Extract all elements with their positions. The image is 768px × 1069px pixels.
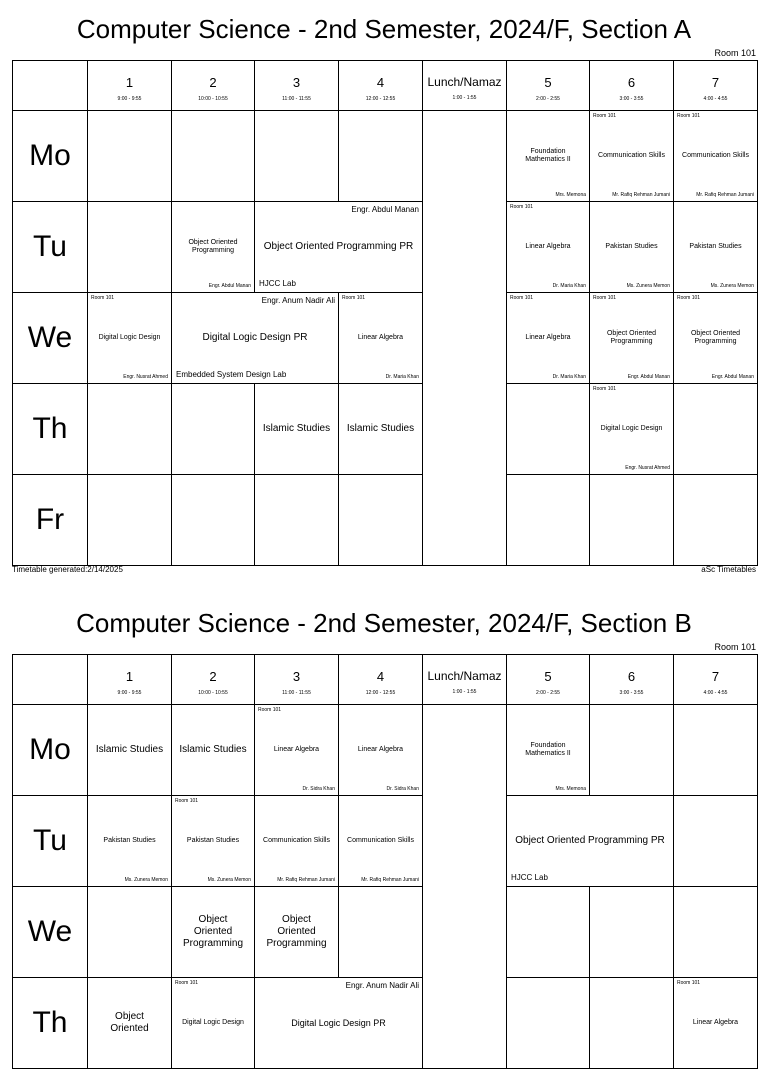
teacher-label: Dr. Sidra Khan: [302, 786, 335, 792]
empty-slot: [674, 384, 758, 475]
empty-slot: [88, 475, 172, 566]
room-label: Room 101: [342, 295, 366, 301]
class-slot: [339, 384, 423, 475]
period-header: 4 12:00 - 12:55: [339, 61, 423, 111]
lunch-column: [423, 705, 507, 1069]
room-label: Room 101: [258, 707, 282, 713]
subject-label: Islamic Studies: [262, 423, 331, 434]
subject-label: Linear Algebra: [357, 334, 404, 341]
class-slot: [88, 978, 172, 1069]
empty-slot: [674, 705, 758, 796]
room-label: Room 101: [677, 295, 701, 301]
empty-slot: [88, 111, 172, 202]
subject-label: Linear Algebra: [525, 243, 571, 250]
class-slot: [172, 202, 255, 293]
subject-label: Communication Skills: [598, 152, 665, 159]
subject-label: Digital Logic Design: [182, 1019, 244, 1026]
teacher-label: Engr. Nusrat Ahmed: [625, 465, 670, 471]
subject-label: Pakistan Studies: [186, 837, 240, 844]
period-header: 3 11:00 - 11:55: [255, 655, 339, 705]
lab-slot: [172, 293, 339, 384]
day-row-thursday: [13, 978, 758, 1069]
subject-label: Object Oriented Programming: [188, 239, 238, 254]
day-label: Th: [13, 978, 88, 1069]
empty-slot: [339, 111, 423, 202]
class-slot: [590, 202, 674, 293]
header-row: [13, 655, 758, 705]
empty-slot: [172, 111, 255, 202]
subject-label: Pakistan Studies: [689, 243, 742, 250]
teacher-label: Mrs. Memona: [555, 192, 586, 198]
lab-slot: [255, 202, 423, 293]
section-a-title: Computer Science - 2nd Semester, 2024/F, Section A: [76, 14, 692, 44]
day-label: Tu: [13, 202, 88, 293]
class-slot: [255, 887, 339, 978]
period-header: 1 9:00 - 9:55: [88, 655, 172, 705]
corner-cell: [13, 61, 88, 111]
class-slot: [590, 293, 674, 384]
day-row-monday: [13, 705, 758, 796]
empty-slot: [172, 384, 255, 475]
day-row-thursday: [13, 384, 758, 475]
teacher-label: Engr. Abdul Manan: [208, 283, 251, 289]
day-row-tuesday: [13, 796, 758, 887]
subject-label: Communication Skills: [263, 837, 330, 844]
teacher-label: Dr. Maria Khan: [552, 283, 586, 289]
teacher-label: Dr. Maria Khan: [552, 374, 586, 380]
lab-label: HJCC Lab: [511, 873, 548, 882]
subject-label: Islamic Studies: [95, 744, 164, 755]
period-header: 6 3:00 - 3:55: [590, 61, 674, 111]
brand-footer: aSc Timetables: [701, 565, 756, 574]
empty-slot: [674, 796, 758, 887]
teacher-label: Ms. Zunera Memon: [124, 877, 168, 883]
header-row: [13, 61, 758, 111]
room-label: Room 101: [593, 113, 617, 119]
empty-slot: [507, 384, 590, 475]
section-b-room-label: Room 101: [714, 642, 756, 652]
subject-label: Digital Logic Design PR: [202, 332, 308, 343]
class-slot: [339, 293, 423, 384]
subject-label: Islamic Studies: [346, 423, 415, 434]
period-header: 6 3:00 - 3:55: [590, 655, 674, 705]
subject-label: Foundation Mathematics II: [525, 742, 571, 757]
class-slot: [172, 705, 255, 796]
empty-slot: [507, 978, 590, 1069]
day-label: Mo: [13, 705, 88, 796]
teacher-label: Mrs. Memona: [555, 786, 586, 792]
class-slot: [255, 384, 339, 475]
room-label: Room 101: [593, 295, 617, 301]
class-slot: [507, 705, 590, 796]
empty-slot: [255, 475, 339, 566]
class-slot: [674, 202, 758, 293]
subject-label: Linear Algebra: [357, 746, 404, 753]
class-slot: [172, 796, 255, 887]
class-slot: [255, 705, 339, 796]
class-slot: [590, 384, 674, 475]
teacher-label: Engr. Anum Nadir Ali: [261, 296, 335, 305]
teacher-label: Mr. Rafiq Rehman Jumani: [277, 877, 335, 883]
teacher-label: Mr. Rafiq Rehman Jumani: [361, 877, 419, 883]
empty-slot: [339, 887, 423, 978]
class-slot: [590, 111, 674, 202]
period-header: 2 10:00 - 10:55: [172, 61, 255, 111]
empty-slot: [507, 475, 590, 566]
subject-label: Foundation Mathematics II: [525, 148, 571, 163]
subject-label: Pakistan Studies: [605, 243, 658, 250]
empty-slot: [88, 202, 172, 293]
subject-label: Islamic Studies: [179, 744, 247, 755]
day-row-wednesday: [13, 887, 758, 978]
period-header: 3 11:00 - 11:55: [255, 61, 339, 111]
section-b-timetable: [12, 654, 758, 1069]
empty-slot: [88, 384, 172, 475]
class-slot: [88, 293, 172, 384]
subject-label: Object Oriented: [110, 1011, 149, 1034]
subject-label: Object Oriented Programming: [266, 914, 327, 949]
teacher-label: Mr. Rafiq Rehman Jumani: [696, 192, 754, 198]
empty-slot: [88, 887, 172, 978]
room-label: Room 101: [510, 295, 534, 301]
day-label: Th: [13, 384, 88, 475]
day-row-tuesday: [13, 202, 758, 293]
lab-label: HJCC Lab: [259, 279, 296, 288]
day-row-wednesday: [13, 293, 758, 384]
day-label: Tu: [13, 796, 88, 887]
section-b-title: Computer Science - 2nd Semester, 2024/F, Section B: [76, 608, 692, 638]
lunch-column: [423, 111, 507, 566]
class-slot: [507, 202, 590, 293]
subject-label: Communication Skills: [347, 837, 414, 844]
subject-label: Object Oriented Programming: [690, 330, 741, 345]
empty-slot: [590, 887, 674, 978]
teacher-label: Ms. Zunera Memon: [207, 877, 251, 883]
teacher-label: Ms. Zunera Memon: [626, 283, 670, 289]
class-slot: [339, 796, 423, 887]
class-slot: [674, 978, 758, 1069]
period-header: 1 9:00 - 9:55: [88, 61, 172, 111]
corner-cell: [13, 655, 88, 705]
day-row-friday: [13, 475, 758, 566]
empty-slot: [255, 111, 339, 202]
section-a-room-label: Room 101: [714, 48, 756, 58]
class-slot: [172, 978, 255, 1069]
day-label: We: [13, 293, 88, 384]
subject-label: Digital Logic Design: [600, 425, 663, 432]
class-slot: [674, 111, 758, 202]
day-row-monday: [13, 111, 758, 202]
generated-footer: Timetable generated:2/14/2025: [12, 565, 123, 574]
subject-label: Pakistan Studies: [103, 837, 156, 844]
class-slot: [507, 293, 590, 384]
period-header: 5 2:00 - 2:55: [507, 655, 590, 705]
subject-label: Digital Logic Design: [98, 334, 161, 341]
teacher-label: Engr. Abdul Manan: [711, 374, 754, 380]
subject-label: Object Oriented Programming PR: [515, 835, 665, 846]
teacher-label: Dr. Maria Khan: [385, 374, 419, 380]
empty-slot: [590, 705, 674, 796]
subject-label: Communication Skills: [682, 152, 749, 159]
empty-slot: [590, 475, 674, 566]
class-slot: [339, 705, 423, 796]
empty-slot: [172, 475, 255, 566]
empty-slot: [507, 887, 590, 978]
empty-slot: [674, 475, 758, 566]
room-label: Room 101: [677, 113, 701, 119]
lunch-header: Lunch/Namaz 1:00 - 1:55: [423, 655, 507, 705]
lab-label: Embedded System Design Lab: [176, 370, 287, 379]
teacher-label: Dr. Sidra Khan: [386, 786, 419, 792]
class-slot: [255, 796, 339, 887]
teacher-label: Engr. Abdul Manan: [351, 205, 419, 214]
teacher-label: Mr. Rafiq Rehman Jumani: [612, 192, 670, 198]
lunch-header: Lunch/Namaz 1:00 - 1:55: [423, 61, 507, 111]
class-slot: [172, 887, 255, 978]
period-header: 7 4:00 - 4:55: [674, 61, 758, 111]
period-header: 2 10:00 - 10:55: [172, 655, 255, 705]
subject-label: Object Oriented Programming PR: [263, 241, 414, 252]
room-label: Room 101: [175, 798, 199, 804]
room-label: Room 101: [510, 204, 534, 210]
room-label: Room 101: [175, 980, 199, 986]
day-label: Fr: [13, 475, 88, 566]
day-label: Mo: [13, 111, 88, 202]
period-header: 5 2:00 - 2:55: [507, 61, 590, 111]
class-slot: [88, 705, 172, 796]
subject-label: Object Oriented Programming: [606, 330, 657, 345]
day-label: We: [13, 887, 88, 978]
subject-label: Linear Algebra: [692, 1019, 739, 1026]
teacher-label: Engr. Anum Nadir Ali: [345, 981, 419, 990]
teacher-label: Engr. Nusrat Ahmed: [123, 374, 168, 380]
period-header: 4 12:00 - 12:55: [339, 655, 423, 705]
subject-label: Linear Algebra: [273, 746, 320, 753]
subject-label: Object Oriented Programming: [182, 914, 244, 949]
room-label: Room 101: [91, 295, 115, 301]
teacher-label: Engr. Abdul Manan: [627, 374, 670, 380]
room-label: Room 101: [677, 980, 701, 986]
period-header: 7 4:00 - 4:55: [674, 655, 758, 705]
empty-slot: [674, 887, 758, 978]
class-slot: [507, 111, 590, 202]
subject-label: Digital Logic Design PR: [291, 1018, 386, 1028]
empty-slot: [590, 978, 674, 1069]
class-slot: [674, 293, 758, 384]
empty-slot: [339, 475, 423, 566]
class-slot: [88, 796, 172, 887]
teacher-label: Ms. Zunera Memon: [710, 283, 754, 289]
room-label: Room 101: [593, 386, 617, 392]
section-a-timetable: [12, 60, 758, 566]
lab-slot: [507, 796, 674, 887]
lab-slot: [255, 978, 423, 1069]
subject-label: Linear Algebra: [525, 334, 571, 341]
